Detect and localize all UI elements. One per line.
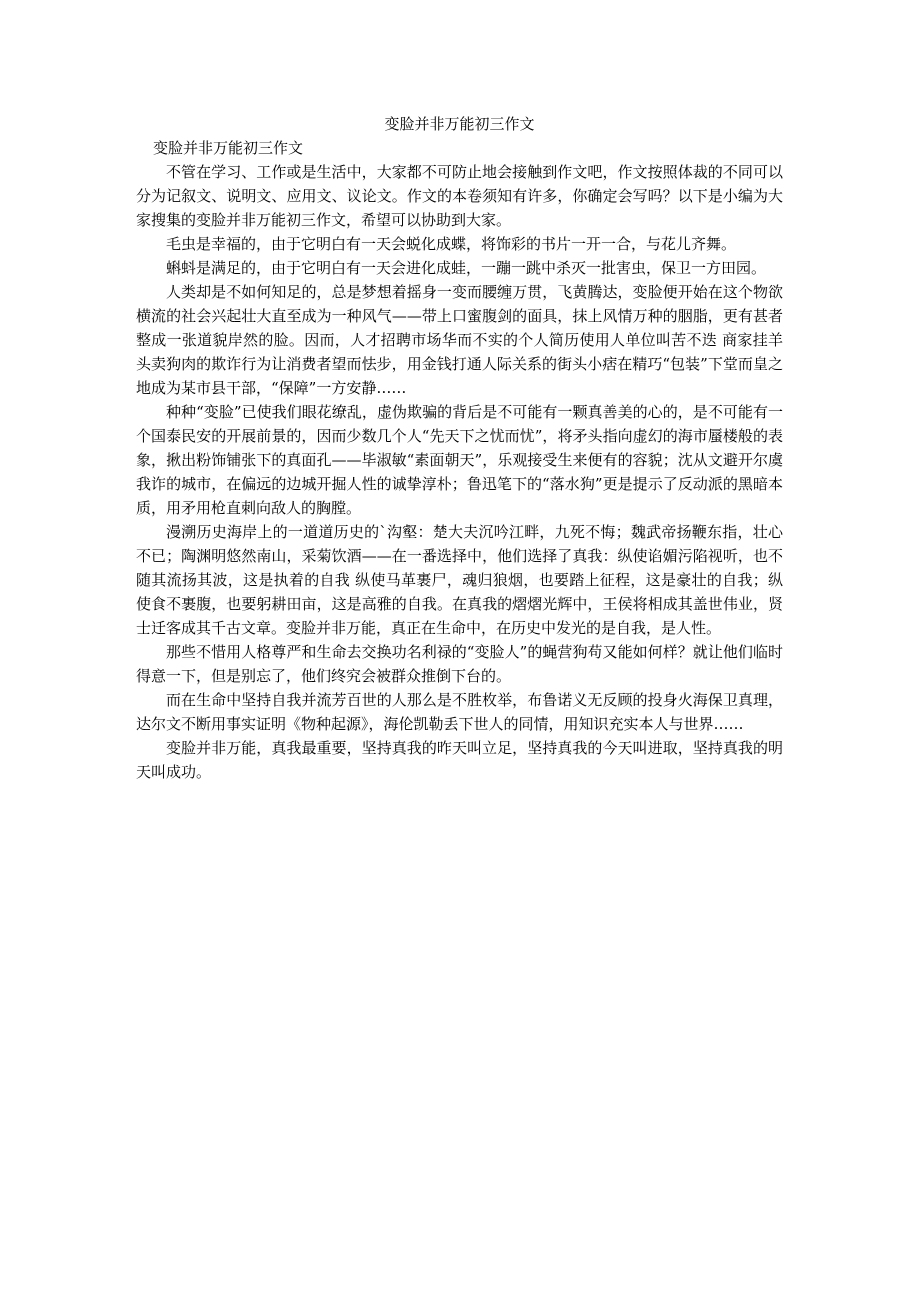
paragraph-true-self-examples: 而在生命中坚持自我并流芳百世的人那么是不胜枚举，布鲁诺义无反顾的投身火海保卫真理，达尔文不断用事实证明《物种起源》，海伦凯勒丢下世人的同情，用知识充实本人与世界……: [136, 691, 783, 733]
document-body: [136, 112, 783, 784]
paragraph-humans: 人类却是不如何知足的，总是梦想着摇身一变而腰缠万贯，飞黄腾达，变脸便开始在这个物欲横流的社会兴起壮大直至成为一种风气——带上口蜜腹剑的面具，抹上风情万种的胭脂，更有甚者整成一张道貌岸然的脸。因而，人才招聘市场华而不实的个人简历使用人单位叫苦不迭 商家挂羊头卖狗肉的欺诈行为让消费者望而怯步，用金钱打通人际关系的街头小痞在精巧“包装”下堂而皇之地成为某市县干部，“保障”一方安静……: [136, 283, 783, 397]
paragraph-opportunists: 那些不惜用人格尊严和生命去交换功名利禄的“变脸人”的蝇营狗苟又能如何样？就让他们临时得意一下，但是别忘了，他们终究会被群众推倒下台的。: [136, 643, 783, 685]
paragraph-face-changing: 种种“变脸”已使我们眼花缭乱，虚伪欺骗的背后是不可能有一颗真善美的心的，是不可能有一个国泰民安的开展前景的，因而少数几个人“先天下之忧而忧”，将矛头指向虚幻的海市蜃楼般的表象，揪出粉饰铺张下的真面孔——毕淑敏“素面朝天”，乐观接受生来便有的容貌；沈从文避开尔虞我诈的城市，在偏远的边城开掘人性的诚挚淳朴；鲁迅笔下的“落水狗”更是提示了反动派的黑暗本质，用矛用枪直刺向敌人的胸膛。: [136, 403, 783, 517]
paragraph-conclusion: 变脸并非万能，真我最重要，坚持真我的昨天叫立足，坚持真我的今天叫进取，坚持真我的明天叫成功。: [136, 739, 783, 781]
paragraph-tadpole: 蝌蚪是满足的，由于它明白有一天会进化成蛙，一蹦一跳中杀灭一批害虫，保卫一方田园。: [166, 259, 767, 277]
paragraph-history: 漫溯历史海岸上的一道道历史的`沟壑：楚大夫沉吟江畔，九死不悔；魏武帝扬鞭东指，壮心不已；陶渊明悠然南山，采菊饮酒——在一番选择中，他们选择了真我：纵使谄媚污陷视听，也不随其流扬其波，这是执着的自我 纵使马革裹尸，魂归狼烟，也要踏上征程，这是豪壮的自我；纵使食不裹腹，也要躬耕田亩，这是高雅的自我。在真我的熠熠光辉中，王侯将相成其盖世伟业，贤士迁客成其千古文章。变脸并非万能，真正在生命中，在历史中发光的是自我，是人性。: [136, 523, 783, 637]
document-title: 变脸并非万能初三作文: [384, 115, 535, 133]
paragraph-intro: 不管在学习、工作或是生活中，大家都不可防止地会接触到作文吧，作文按照体裁的不同可以分为记叙文、说明文、应用文、议论文。作文的本卷须知有许多，你确定会写吗？以下是小编为大家搜集的变脸并非万能初三作文，希望可以协助到大家。: [136, 163, 783, 229]
paragraph-caterpillar: 毛虫是幸福的，由于它明白有一天会蜕化成蝶，将饰彩的书片一开一合，与花儿齐舞。: [166, 235, 737, 253]
document-subtitle: 变脸并非万能初三作文: [153, 139, 304, 157]
